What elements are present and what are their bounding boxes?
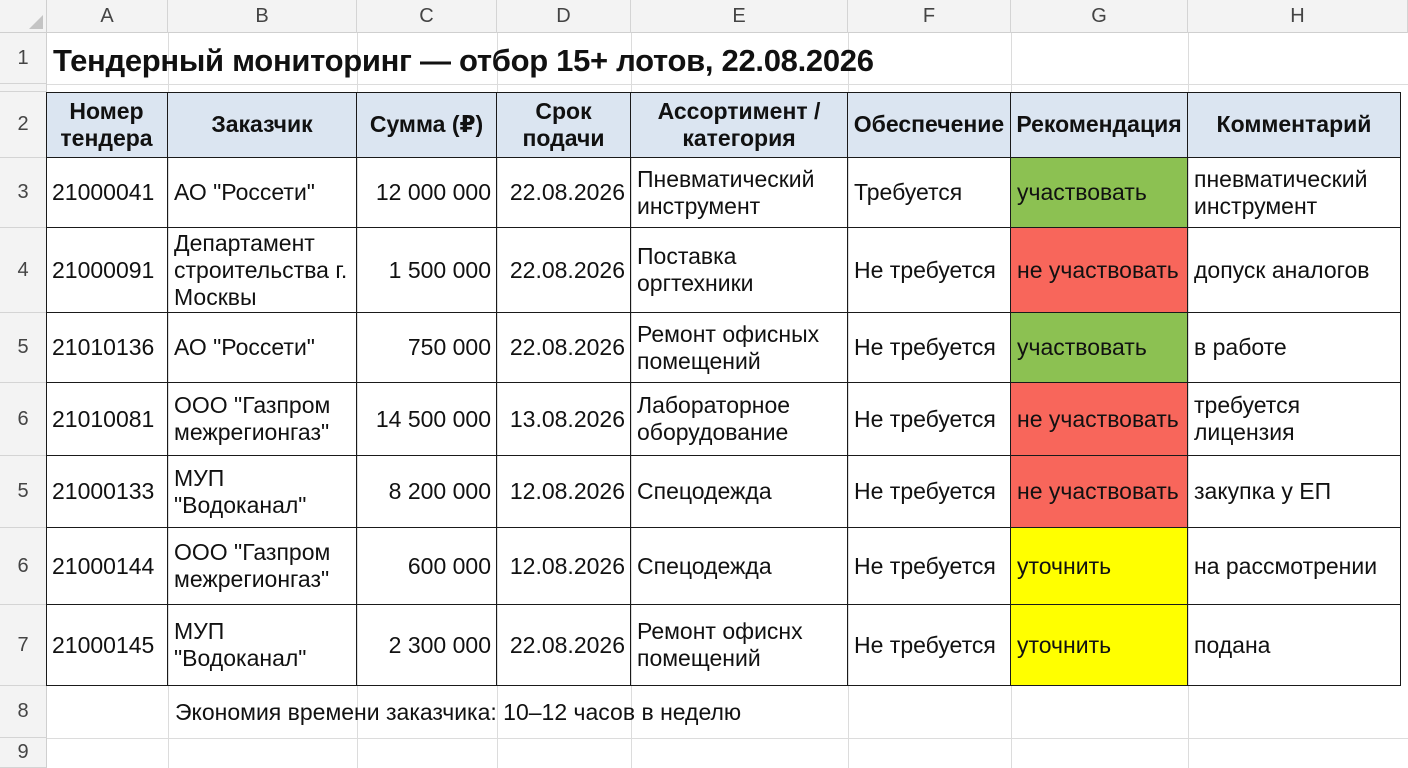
cell-deadline[interactable] [497, 228, 631, 313]
cell-comment[interactable] [1188, 158, 1401, 228]
cell-recommendation[interactable] [1011, 313, 1188, 383]
cell-recommendation-text: уточнить [1017, 631, 1112, 658]
cell-deadline[interactable] [497, 383, 631, 456]
header-comment-text: Комментарий [1216, 111, 1372, 137]
sheet-title[interactable]: Тендерный мониторинг — отбор 15+ лотов, 22.08.2026 [53, 43, 874, 78]
header-comment[interactable] [1188, 92, 1401, 158]
cell-sum[interactable] [357, 313, 497, 383]
cell-comment-text: в работе [1194, 334, 1287, 360]
cell-tender-number[interactable] [46, 528, 168, 605]
row-header[interactable]: 8 [0, 686, 47, 738]
cell-tender-number[interactable] [46, 456, 168, 528]
cell-sum-text: 14 500 000 [375, 405, 491, 432]
cell-security-text: Не требуется [854, 405, 996, 432]
cell-category[interactable] [631, 528, 848, 605]
column-header-a[interactable]: A [47, 0, 168, 33]
cell-comment[interactable] [1188, 313, 1401, 383]
cell-recommendation[interactable] [1011, 228, 1188, 313]
row-header[interactable]: 6 [0, 528, 47, 605]
cell-security[interactable] [848, 456, 1011, 528]
cell-recommendation[interactable] [1011, 528, 1188, 605]
cell-security[interactable] [848, 383, 1011, 456]
header-tender-number[interactable] [46, 92, 168, 158]
cell-comment-text: на рассмотрении [1194, 552, 1378, 579]
row-header[interactable]: 5 [0, 313, 47, 383]
cell-deadline-text: 22.08.2026 [509, 334, 625, 360]
cell-customer[interactable] [168, 228, 357, 313]
cell-tender-number-text: 21010136 [52, 334, 155, 360]
cell-recommendation[interactable] [1011, 383, 1188, 456]
cell-security[interactable] [848, 605, 1011, 686]
cell-recommendation-text: уточнить [1017, 552, 1112, 579]
cell-security[interactable] [848, 158, 1011, 228]
cell-category-text: Поставка оргтехники [637, 243, 754, 296]
cell-security-text: Не требуется [854, 631, 996, 658]
cell-recommendation-text: не участвовать [1017, 256, 1179, 283]
cell-sum-text: 2 300 000 [388, 631, 491, 658]
cell-tender-number[interactable] [46, 383, 168, 456]
cell-customer[interactable] [168, 605, 357, 686]
cell-recommendation-text: участвовать [1017, 334, 1147, 360]
cell-customer-text: Департамент строительства г. Москвы [174, 229, 348, 310]
cell-deadline-text: 13.08.2026 [509, 405, 625, 432]
cell-customer-text: АО "Россети" [174, 334, 315, 360]
cell-comment[interactable] [1188, 528, 1401, 605]
cell-recommendation[interactable] [1011, 158, 1188, 228]
cell-customer-text: АО "Россети" [174, 179, 315, 205]
cell-customer[interactable] [168, 383, 357, 456]
grid-hline [47, 84, 1408, 85]
footer-note[interactable]: Экономия времени заказчика: 10–12 часов в неделю [175, 698, 742, 725]
cell-security-text: Не требуется [854, 334, 996, 360]
header-sum[interactable] [357, 92, 497, 158]
cell-tender-number[interactable] [46, 158, 168, 228]
cell-sum-text: 750 000 [407, 334, 491, 360]
cell-comment[interactable] [1188, 456, 1401, 528]
cell-customer[interactable] [168, 528, 357, 605]
cell-category[interactable] [631, 228, 848, 313]
cell-security-text: Не требуется [854, 478, 996, 504]
header-deadline[interactable] [497, 92, 631, 158]
header-customer-text: Заказчик [211, 111, 313, 137]
cell-tender-number-text: 21000144 [52, 552, 155, 579]
cell-customer-text: МУП "Водоканал" [174, 464, 307, 518]
cell-security-text: Не требуется [854, 256, 996, 283]
cell-deadline[interactable] [497, 158, 631, 228]
cell-sum[interactable] [357, 158, 497, 228]
select-all-icon [29, 15, 43, 29]
cell-category-text: Лабораторное оборудование [637, 392, 791, 445]
cell-deadline-text: 22.08.2026 [509, 256, 625, 283]
cell-customer-text: ООО "Газпром межрегионгаз" [174, 392, 331, 445]
cell-deadline-text: 22.08.2026 [509, 179, 625, 205]
cell-tender-number-text: 21000133 [52, 478, 155, 504]
cell-category[interactable] [631, 456, 848, 528]
cell-comment[interactable] [1188, 605, 1401, 686]
header-tender-number-text: Номер тендера [60, 97, 153, 151]
cell-category-text: Спецодежда [637, 478, 772, 504]
cell-customer-text: ООО "Газпром межрегионгаз" [174, 539, 331, 592]
row-header[interactable]: 9 [0, 738, 47, 768]
cell-category-text: Ремонт офисных помещений [637, 320, 820, 374]
header-security-text: Обеспечение [853, 111, 1005, 137]
column-header-g[interactable]: G [1011, 0, 1188, 33]
cell-category-text: Спецодежда [637, 552, 772, 579]
cell-security[interactable] [848, 528, 1011, 605]
column-header-b[interactable]: B [168, 0, 357, 33]
row-header[interactable]: 3 [0, 158, 47, 228]
cell-comment-text: допуск аналогов [1194, 256, 1370, 283]
cell-comment-text: закупка у ЕП [1194, 478, 1332, 504]
header-recommendation[interactable] [1011, 92, 1188, 158]
column-header-d[interactable]: D [497, 0, 631, 33]
cell-deadline[interactable] [497, 605, 631, 686]
cell-comment[interactable] [1188, 383, 1401, 456]
header-recommendation-text: Рекомендация [1016, 111, 1182, 137]
header-deadline-text: Срок подачи [522, 97, 605, 151]
cell-security[interactable] [848, 228, 1011, 313]
cell-recommendation-text: участвовать [1017, 179, 1147, 205]
grid-hline [47, 738, 1408, 739]
cell-category-text: Пневматический инструмент [637, 165, 815, 219]
cell-sum[interactable] [357, 456, 497, 528]
cell-customer[interactable] [168, 313, 357, 383]
cell-customer[interactable] [168, 456, 357, 528]
cell-customer-text: МУП "Водоканал" [174, 618, 307, 671]
cell-comment-text: подана [1194, 631, 1271, 658]
header-sum-text: Сумма (₽) [369, 111, 484, 137]
cell-sum-text: 1 500 000 [388, 256, 491, 283]
cell-security-text: Требуется [854, 179, 963, 205]
cell-security-text: Не требуется [854, 552, 996, 579]
cell-category-text: Ремонт офиснх помещений [637, 618, 803, 671]
cell-category[interactable] [631, 383, 848, 456]
cell-tender-number[interactable] [46, 313, 168, 383]
cell-sum[interactable] [357, 528, 497, 605]
cell-deadline[interactable] [497, 456, 631, 528]
cell-recommendation-text: не участвовать [1017, 478, 1179, 504]
cell-sum-text: 8 200 000 [388, 478, 491, 504]
header-category-text: Ассортимент / категория [657, 97, 821, 151]
cell-recommendation[interactable] [1011, 605, 1188, 686]
cell-tender-number-text: 21000091 [52, 256, 155, 283]
cell-sum-text: 600 000 [407, 552, 491, 579]
cell-deadline-text: 12.08.2026 [509, 552, 625, 579]
cell-recommendation[interactable] [1011, 456, 1188, 528]
cell-tender-number[interactable] [46, 605, 168, 686]
cell-recommendation-text: не участвовать [1017, 405, 1179, 432]
cell-tender-number-text: 21010081 [52, 405, 155, 432]
cell-tender-number-text: 21000145 [52, 631, 155, 658]
row-header[interactable]: 5 [0, 456, 47, 528]
cell-customer[interactable] [168, 158, 357, 228]
cell-sum-text: 12 000 000 [375, 179, 491, 205]
select-all-corner[interactable] [0, 0, 47, 33]
cell-deadline[interactable] [497, 528, 631, 605]
header-customer[interactable] [168, 92, 357, 158]
cell-category[interactable] [631, 605, 848, 686]
row-header[interactable]: 4 [0, 228, 47, 313]
cell-category[interactable] [631, 313, 848, 383]
cell-deadline[interactable] [497, 313, 631, 383]
column-header-e[interactable]: E [631, 0, 848, 33]
cell-tender-number[interactable] [46, 228, 168, 313]
column-header-f[interactable]: F [848, 0, 1011, 33]
cell-sum[interactable] [357, 605, 497, 686]
column-header-c[interactable]: C [357, 0, 497, 33]
cell-security[interactable] [848, 313, 1011, 383]
column-header-h[interactable]: H [1188, 0, 1408, 33]
row-header[interactable]: 1 [0, 33, 47, 84]
header-security[interactable] [848, 92, 1011, 158]
cell-category[interactable] [631, 158, 848, 228]
row-header[interactable]: 2 [0, 92, 47, 158]
cell-sum[interactable] [357, 228, 497, 313]
row-header-gap [0, 84, 47, 92]
header-category[interactable] [631, 92, 848, 158]
row-header[interactable]: 7 [0, 605, 47, 686]
cell-deadline-text: 22.08.2026 [509, 631, 625, 658]
cell-comment-text: требуется лицензия [1194, 392, 1301, 445]
row-header[interactable]: 6 [0, 383, 47, 456]
cell-sum[interactable] [357, 383, 497, 456]
cell-tender-number-text: 21000041 [52, 179, 155, 205]
cell-comment[interactable] [1188, 228, 1401, 313]
cell-comment-text: пневматический инструмент [1194, 165, 1368, 219]
cell-deadline-text: 12.08.2026 [509, 478, 625, 504]
